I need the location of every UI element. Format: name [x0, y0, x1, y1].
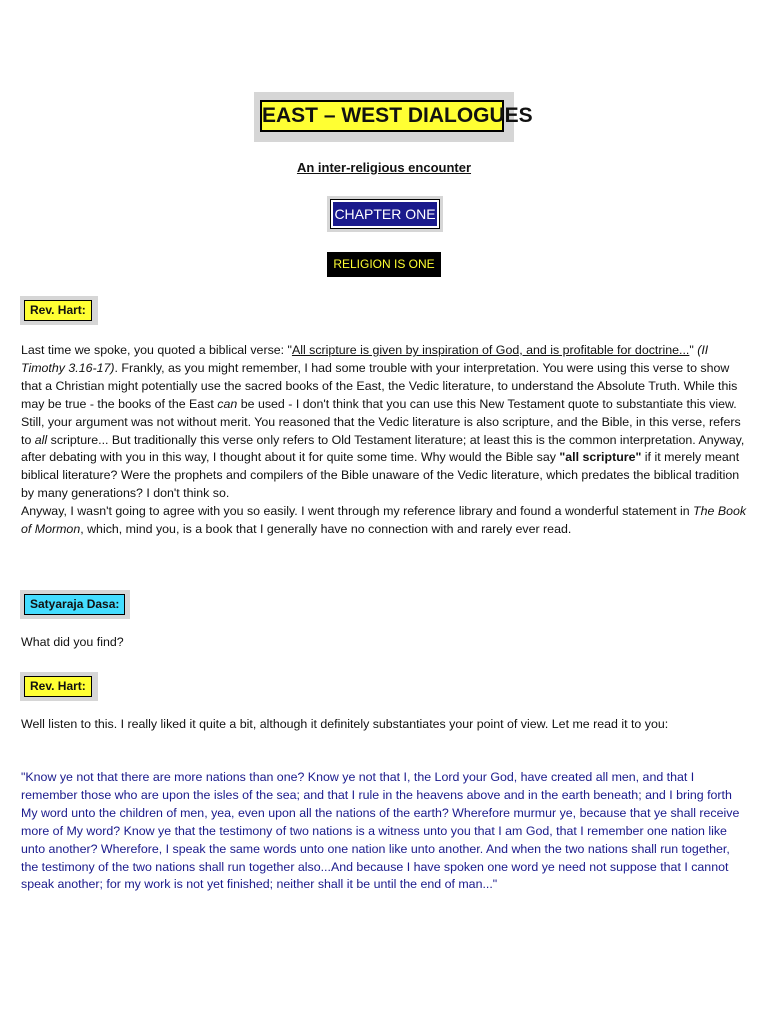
section-heading: RELIGION IS ONE	[327, 252, 441, 277]
speaker-label-hart-2: Rev. Hart:	[24, 676, 92, 697]
paragraph-dasa: What did you find?	[21, 635, 124, 649]
bible-quote-link: All scripture is given by inspiration of God, and is profitable for doctrine...	[291, 343, 690, 357]
speaker-frame-hart-2	[20, 672, 98, 701]
speaker-label-dasa: Satyaraja Dasa:	[24, 594, 125, 615]
bible-reference: (II Timothy 3.16-17)	[21, 343, 709, 375]
paragraph-hart-1-text: Last time we spoke, you quoted a biblical verse: "All scripture is given by inspiration of God, and is profitable for doctrine..." (II Timothy 3.16-17). Frankly, as you might remember, I had some trouble with your interpretation. You were using this verse to show that a Christian might potentially use the sacred books of the East, the Vedic literature, to understand the Absolute Truth. While this may be true - the books of the East can be used - I don't think that you can use this New Testament quote to substantiate this view. Still, your argument was not without merit. You reasoned that the Vedic literature is also scripture, and the Bible, in this verse, refers to all scripture... But traditionally this verse only refers to Old Testament literature; at least this is the common interpretation. Anyway, after debating with you in this way, I thought about it for quite some time. Why would the Bible say "all scripture" if it merely meant biblical literature? Were the prophets and compilers of the Bible unaware of the Vedic literature, which predates the biblical tradition by many generations? I don't think so.	[21, 343, 745, 501]
document-subtitle: An inter-religious encounter	[296, 160, 472, 175]
document-title: EAST – WEST DIALOGUES	[260, 100, 504, 132]
paragraph-hart-1-continued: Anyway, I wasn't going to agree with you so easily. I went through my reference library and found a wonderful statement in The Book of Mormon, which, mind you, is a book that I generally have no connection with and rarely ever read.	[21, 504, 747, 537]
mormon-quote: "Know ye not that there are more nations than one? Know ye not that I, the Lord your God, have created all men, and that I remember those who are upon the isles of the sea; and that I rule in the heavens above and in the earth beneath; and I bring forth My word unto the children of men, yea, even upon all the nations of the earth? Wherefore murmur ye, because that ye shall receive more of My word? Know ye that the testimony of two nations is a witness unto you that I am God, that I remember one nation like unto another? Wherefore, I speak the same words unto one nation like unto another. And when the two nations shall run together, the testimony of the two nations shall run together also...And because I have spoken one word ye need not suppose that I cannot speak another; for my work is not yet finished; neither shall it be until the end of man..."	[21, 770, 740, 892]
speaker-frame-hart-1	[20, 296, 98, 325]
chapter-frame	[327, 196, 443, 232]
book-title: The Book of Mormon	[21, 504, 747, 537]
chapter-heading: CHAPTER ONE	[331, 200, 439, 228]
paragraph-hart-1	[21, 342, 747, 539]
paragraph-hart-2: Well listen to this. I really liked it quite a bit, although it definitely substantiates your point of view. Let me read it to you:	[21, 717, 669, 731]
speaker-label-hart: Rev. Hart:	[24, 300, 92, 321]
title-frame	[254, 92, 533, 142]
speaker-frame-dasa	[20, 590, 130, 619]
